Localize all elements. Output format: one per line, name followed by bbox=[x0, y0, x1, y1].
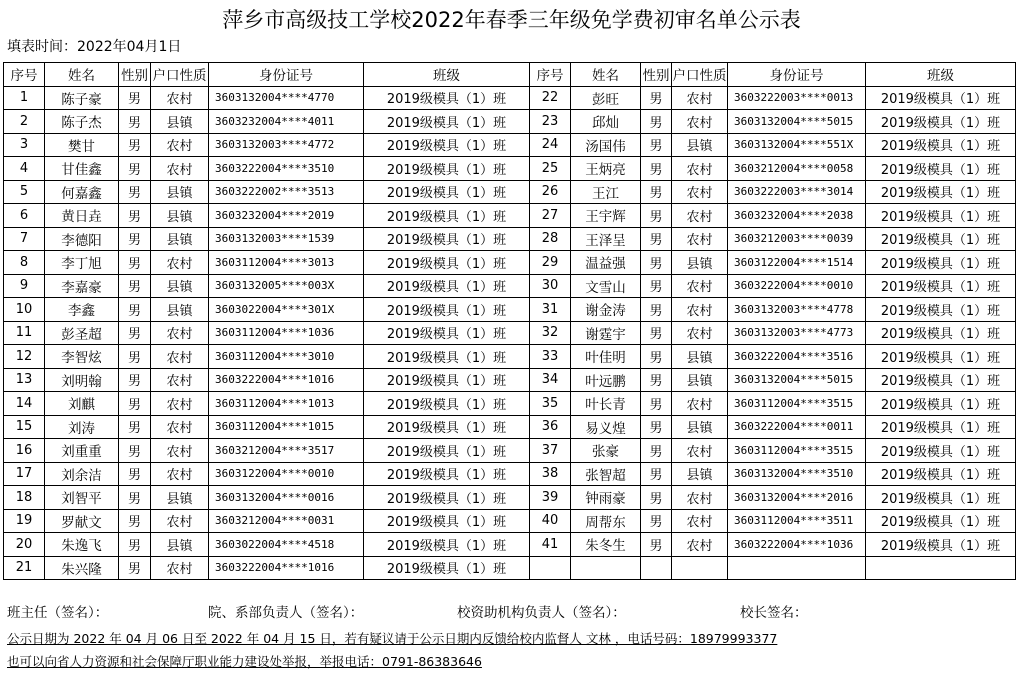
gender-cell: 男 bbox=[641, 509, 672, 533]
name-cell: 李鑫 bbox=[45, 298, 119, 322]
id-number-cell: 3603122004****0010 bbox=[209, 462, 364, 486]
seq-cell: 40 bbox=[530, 509, 571, 533]
id-number-cell: 3603112004****3515 bbox=[728, 392, 866, 416]
id-number-cell: 3603222004****1016 bbox=[209, 368, 364, 392]
page-title: 萍乡市高级技工学校2022年春季三年级免学费初审名单公示表 bbox=[222, 8, 801, 32]
seq-cell: 8 bbox=[4, 251, 45, 275]
seq-cell: 9 bbox=[4, 274, 45, 298]
household-cell: 县镇 bbox=[151, 180, 209, 204]
id-number-cell: 3603112004****3013 bbox=[209, 251, 364, 275]
header-cell: 序号 bbox=[4, 63, 45, 87]
id-number-cell: 3603112004****1036 bbox=[209, 321, 364, 345]
name-cell: 叶长青 bbox=[571, 392, 641, 416]
table-row bbox=[4, 533, 1016, 557]
household-cell: 农村 bbox=[151, 345, 209, 369]
table-row bbox=[4, 86, 1016, 110]
table-row bbox=[4, 274, 1016, 298]
table-row bbox=[4, 180, 1016, 204]
gender-cell: 男 bbox=[119, 180, 151, 204]
name-cell: 叶佳明 bbox=[571, 345, 641, 369]
seq-cell: 12 bbox=[4, 345, 45, 369]
name-cell: 谢金涛 bbox=[571, 298, 641, 322]
name-cell: 刘麒 bbox=[45, 392, 119, 416]
name-cell: 谢霆宇 bbox=[571, 321, 641, 345]
gender-cell: 男 bbox=[641, 180, 672, 204]
gender-cell: 男 bbox=[119, 321, 151, 345]
seq-cell bbox=[530, 556, 571, 580]
seq-cell: 37 bbox=[530, 439, 571, 463]
household-cell bbox=[672, 556, 728, 580]
household-cell: 县镇 bbox=[151, 486, 209, 510]
seq-cell: 16 bbox=[4, 439, 45, 463]
id-number-cell: 3603132003****4773 bbox=[728, 321, 866, 345]
household-cell: 农村 bbox=[672, 321, 728, 345]
class-cell: 2019级模具（1）班 bbox=[364, 392, 530, 416]
household-cell: 农村 bbox=[672, 227, 728, 251]
aid-office-signature: 校资助机构负责人（签名）： bbox=[457, 605, 626, 621]
class-cell: 2019级模具（1）班 bbox=[364, 439, 530, 463]
name-cell: 刘智平 bbox=[45, 486, 119, 510]
name-cell: 陈子豪 bbox=[45, 86, 119, 110]
class-cell: 2019级模具（1）班 bbox=[364, 533, 530, 557]
header-cell: 姓名 bbox=[45, 63, 119, 87]
name-cell: 罗献文 bbox=[45, 509, 119, 533]
class-cell: 2019级模具（1）班 bbox=[866, 180, 1016, 204]
gender-cell: 男 bbox=[641, 533, 672, 557]
gender-cell: 男 bbox=[641, 274, 672, 298]
gender-cell: 男 bbox=[119, 204, 151, 228]
class-cell: 2019级模具（1）班 bbox=[364, 321, 530, 345]
name-cell: 陈子杰 bbox=[45, 110, 119, 134]
header-cell: 班级 bbox=[364, 63, 530, 87]
seq-cell: 11 bbox=[4, 321, 45, 345]
household-cell: 农村 bbox=[672, 509, 728, 533]
id-number-cell: 3603222004****3510 bbox=[209, 157, 364, 181]
id-number-cell: 3603112004****1013 bbox=[209, 392, 364, 416]
name-cell: 朱兴隆 bbox=[45, 556, 119, 580]
table-row bbox=[4, 415, 1016, 439]
seq-cell: 31 bbox=[530, 298, 571, 322]
name-cell: 黄日垚 bbox=[45, 204, 119, 228]
name-cell: 刘重重 bbox=[45, 439, 119, 463]
id-number-cell: 3603112004****3010 bbox=[209, 345, 364, 369]
class-cell: 2019级模具（1）班 bbox=[364, 133, 530, 157]
id-number-cell: 3603232004****2019 bbox=[209, 204, 364, 228]
household-cell: 农村 bbox=[672, 298, 728, 322]
class-cell: 2019级模具（1）班 bbox=[866, 227, 1016, 251]
principal-signature: 校长签名： bbox=[740, 605, 808, 621]
name-cell: 朱逸飞 bbox=[45, 533, 119, 557]
fill-date: 填表时间：2022年04月1日 bbox=[7, 39, 182, 55]
name-cell: 甘佳鑫 bbox=[45, 157, 119, 181]
id-number-cell: 3603122004****1514 bbox=[728, 251, 866, 275]
id-number-cell: 3603132003****4772 bbox=[209, 133, 364, 157]
seq-cell: 4 bbox=[4, 157, 45, 181]
gender-cell: 男 bbox=[119, 368, 151, 392]
table-row bbox=[4, 439, 1016, 463]
id-number-cell bbox=[728, 556, 866, 580]
class-cell: 2019级模具（1）班 bbox=[364, 368, 530, 392]
name-cell: 刘明翰 bbox=[45, 368, 119, 392]
notice-line-2: 也可以向省人力资源和社会保障厅职业能力建设处举报，举报电话：0791-86383646 bbox=[7, 654, 482, 669]
gender-cell: 男 bbox=[119, 462, 151, 486]
name-cell: 何嘉鑫 bbox=[45, 180, 119, 204]
class-cell bbox=[866, 556, 1016, 580]
household-cell: 县镇 bbox=[672, 251, 728, 275]
gender-cell: 男 bbox=[641, 110, 672, 134]
table-row bbox=[4, 556, 1016, 580]
header-cell: 姓名 bbox=[571, 63, 641, 87]
seq-cell: 30 bbox=[530, 274, 571, 298]
header-cell: 性别 bbox=[119, 63, 151, 87]
gender-cell: 男 bbox=[641, 133, 672, 157]
name-cell: 张智超 bbox=[571, 462, 641, 486]
household-cell: 农村 bbox=[672, 274, 728, 298]
household-cell: 农村 bbox=[151, 368, 209, 392]
household-cell: 县镇 bbox=[672, 368, 728, 392]
seq-cell: 19 bbox=[4, 509, 45, 533]
gender-cell: 男 bbox=[119, 486, 151, 510]
id-number-cell: 3603212004****0058 bbox=[728, 157, 866, 181]
household-cell: 农村 bbox=[672, 86, 728, 110]
class-cell: 2019级模具（1）班 bbox=[364, 251, 530, 275]
seq-cell: 34 bbox=[530, 368, 571, 392]
id-number-cell: 3603222004****0010 bbox=[728, 274, 866, 298]
name-cell: 温益强 bbox=[571, 251, 641, 275]
class-cell: 2019级模具（1）班 bbox=[866, 462, 1016, 486]
class-cell: 2019级模具（1）班 bbox=[866, 86, 1016, 110]
name-cell: 易义煌 bbox=[571, 415, 641, 439]
household-cell: 县镇 bbox=[151, 227, 209, 251]
class-cell: 2019级模具（1）班 bbox=[364, 298, 530, 322]
id-number-cell: 3603132004****4770 bbox=[209, 86, 364, 110]
name-cell: 叶远鹏 bbox=[571, 368, 641, 392]
name-cell: 王炳亮 bbox=[571, 157, 641, 181]
seq-cell: 1 bbox=[4, 86, 45, 110]
household-cell: 农村 bbox=[672, 110, 728, 134]
table-row bbox=[4, 462, 1016, 486]
name-cell: 李嘉豪 bbox=[45, 274, 119, 298]
id-number-cell: 3603022004****4518 bbox=[209, 533, 364, 557]
seq-cell: 25 bbox=[530, 157, 571, 181]
table-row bbox=[4, 298, 1016, 322]
class-cell: 2019级模具（1）班 bbox=[866, 486, 1016, 510]
seq-cell: 2 bbox=[4, 110, 45, 134]
household-cell: 县镇 bbox=[672, 415, 728, 439]
class-cell: 2019级模具（1）班 bbox=[364, 227, 530, 251]
id-number-cell: 3603212004****3517 bbox=[209, 439, 364, 463]
gender-cell: 男 bbox=[119, 251, 151, 275]
gender-cell: 男 bbox=[119, 556, 151, 580]
gender-cell: 男 bbox=[119, 274, 151, 298]
household-cell: 农村 bbox=[151, 321, 209, 345]
class-cell: 2019级模具（1）班 bbox=[866, 368, 1016, 392]
table-header-row bbox=[4, 63, 1016, 87]
class-cell: 2019级模具（1）班 bbox=[866, 251, 1016, 275]
gender-cell: 男 bbox=[641, 251, 672, 275]
gender-cell: 男 bbox=[119, 533, 151, 557]
class-cell: 2019级模具（1）班 bbox=[866, 392, 1016, 416]
household-cell: 农村 bbox=[151, 251, 209, 275]
id-number-cell: 3603132004****551X bbox=[728, 133, 866, 157]
gender-cell: 男 bbox=[641, 415, 672, 439]
class-cell: 2019级模具（1）班 bbox=[866, 439, 1016, 463]
seq-cell: 32 bbox=[530, 321, 571, 345]
gender-cell bbox=[641, 556, 672, 580]
table-row bbox=[4, 133, 1016, 157]
seq-cell: 28 bbox=[530, 227, 571, 251]
seq-cell: 26 bbox=[530, 180, 571, 204]
household-cell: 县镇 bbox=[672, 462, 728, 486]
name-cell: 李智炫 bbox=[45, 345, 119, 369]
class-cell: 2019级模具（1）班 bbox=[364, 157, 530, 181]
id-number-cell: 3603222004****3516 bbox=[728, 345, 866, 369]
seq-cell: 5 bbox=[4, 180, 45, 204]
header-cell: 身份证号 bbox=[209, 63, 364, 87]
seq-cell: 35 bbox=[530, 392, 571, 416]
table-row bbox=[4, 345, 1016, 369]
household-cell: 县镇 bbox=[151, 274, 209, 298]
seq-cell: 17 bbox=[4, 462, 45, 486]
id-number-cell: 3603132003****1539 bbox=[209, 227, 364, 251]
id-number-cell: 3603132004****3510 bbox=[728, 462, 866, 486]
gender-cell: 男 bbox=[119, 157, 151, 181]
household-cell: 农村 bbox=[151, 439, 209, 463]
header-cell: 性别 bbox=[641, 63, 672, 87]
class-cell: 2019级模具（1）班 bbox=[364, 415, 530, 439]
gender-cell: 男 bbox=[641, 486, 672, 510]
class-cell: 2019级模具（1）班 bbox=[866, 509, 1016, 533]
id-number-cell: 3603132004****5015 bbox=[728, 368, 866, 392]
seq-cell: 20 bbox=[4, 533, 45, 557]
notice-line-1: 公示日期为 2022 年 04 月 06 日至 2022 年 04 月 15 日，若有疑议请于公示日期内反馈给校内监督人 文林 ，电话号码：18979993377 bbox=[7, 631, 778, 646]
gender-cell: 男 bbox=[119, 392, 151, 416]
name-cell bbox=[571, 556, 641, 580]
id-number-cell: 3603212003****0039 bbox=[728, 227, 866, 251]
id-number-cell: 3603222003****3014 bbox=[728, 180, 866, 204]
gender-cell: 男 bbox=[641, 439, 672, 463]
table-row bbox=[4, 321, 1016, 345]
id-number-cell: 3603022004****301X bbox=[209, 298, 364, 322]
seq-cell: 7 bbox=[4, 227, 45, 251]
name-cell: 李德阳 bbox=[45, 227, 119, 251]
household-cell: 农村 bbox=[151, 86, 209, 110]
id-number-cell: 3603132005****003X bbox=[209, 274, 364, 298]
household-cell: 农村 bbox=[672, 392, 728, 416]
class-cell: 2019级模具（1）班 bbox=[866, 415, 1016, 439]
gender-cell: 男 bbox=[641, 345, 672, 369]
gender-cell: 男 bbox=[641, 462, 672, 486]
name-cell: 汤国伟 bbox=[571, 133, 641, 157]
class-cell: 2019级模具（1）班 bbox=[866, 321, 1016, 345]
id-number-cell: 3603222004****1016 bbox=[209, 556, 364, 580]
seq-cell: 39 bbox=[530, 486, 571, 510]
class-cell: 2019级模具（1）班 bbox=[866, 157, 1016, 181]
name-cell: 王宇辉 bbox=[571, 204, 641, 228]
seq-cell: 22 bbox=[530, 86, 571, 110]
dept-head-signature: 院、系部负责人（签名）： bbox=[208, 605, 364, 621]
household-cell: 农村 bbox=[151, 509, 209, 533]
table-row bbox=[4, 251, 1016, 275]
id-number-cell: 3603222004****0011 bbox=[728, 415, 866, 439]
class-cell: 2019级模具（1）班 bbox=[364, 486, 530, 510]
table-row bbox=[4, 157, 1016, 181]
seq-cell: 21 bbox=[4, 556, 45, 580]
gender-cell: 男 bbox=[119, 298, 151, 322]
seq-cell: 38 bbox=[530, 462, 571, 486]
id-number-cell: 3603112004****1015 bbox=[209, 415, 364, 439]
class-cell: 2019级模具（1）班 bbox=[866, 298, 1016, 322]
gender-cell: 男 bbox=[119, 110, 151, 134]
seq-cell: 24 bbox=[530, 133, 571, 157]
household-cell: 农村 bbox=[672, 204, 728, 228]
household-cell: 县镇 bbox=[151, 298, 209, 322]
header-cell: 身份证号 bbox=[728, 63, 866, 87]
class-cell: 2019级模具（1）班 bbox=[866, 533, 1016, 557]
class-cell: 2019级模具（1）班 bbox=[364, 86, 530, 110]
class-cell: 2019级模具（1）班 bbox=[364, 462, 530, 486]
class-cell: 2019级模具（1）班 bbox=[866, 345, 1016, 369]
gender-cell: 男 bbox=[641, 298, 672, 322]
gender-cell: 男 bbox=[641, 368, 672, 392]
name-cell: 王江 bbox=[571, 180, 641, 204]
head-teacher-signature: 班主任（签名）： bbox=[7, 605, 109, 621]
id-number-cell: 3603132004****2016 bbox=[728, 486, 866, 510]
household-cell: 农村 bbox=[151, 157, 209, 181]
id-number-cell: 3603222003****0013 bbox=[728, 86, 866, 110]
gender-cell: 男 bbox=[641, 157, 672, 181]
name-cell: 周帮东 bbox=[571, 509, 641, 533]
name-cell: 文雪山 bbox=[571, 274, 641, 298]
household-cell: 农村 bbox=[151, 392, 209, 416]
name-cell: 张豪 bbox=[571, 439, 641, 463]
name-cell: 钟雨豪 bbox=[571, 486, 641, 510]
name-cell: 刘涛 bbox=[45, 415, 119, 439]
gender-cell: 男 bbox=[119, 439, 151, 463]
name-cell: 樊甘 bbox=[45, 133, 119, 157]
table-row bbox=[4, 110, 1016, 134]
name-cell: 李丁旭 bbox=[45, 251, 119, 275]
seq-cell: 29 bbox=[530, 251, 571, 275]
name-cell: 朱冬生 bbox=[571, 533, 641, 557]
gender-cell: 男 bbox=[119, 86, 151, 110]
table-row bbox=[4, 392, 1016, 416]
class-cell: 2019级模具（1）班 bbox=[866, 274, 1016, 298]
gender-cell: 男 bbox=[119, 345, 151, 369]
seq-cell: 41 bbox=[530, 533, 571, 557]
gender-cell: 男 bbox=[119, 227, 151, 251]
class-cell: 2019级模具（1）班 bbox=[364, 556, 530, 580]
household-cell: 县镇 bbox=[151, 533, 209, 557]
name-cell: 彭旺 bbox=[571, 86, 641, 110]
seq-cell: 15 bbox=[4, 415, 45, 439]
class-cell: 2019级模具（1）班 bbox=[866, 204, 1016, 228]
class-cell: 2019级模具（1）班 bbox=[364, 110, 530, 134]
id-number-cell: 3603132003****4778 bbox=[728, 298, 866, 322]
class-cell: 2019级模具（1）班 bbox=[364, 509, 530, 533]
header-cell: 序号 bbox=[530, 63, 571, 87]
household-cell: 农村 bbox=[672, 180, 728, 204]
seq-cell: 14 bbox=[4, 392, 45, 416]
seq-cell: 10 bbox=[4, 298, 45, 322]
gender-cell: 男 bbox=[641, 204, 672, 228]
class-cell: 2019级模具（1）班 bbox=[866, 110, 1016, 134]
id-number-cell: 3603112004****3511 bbox=[728, 509, 866, 533]
household-cell: 农村 bbox=[151, 133, 209, 157]
id-number-cell: 3603232004****2038 bbox=[728, 204, 866, 228]
class-cell: 2019级模具（1）班 bbox=[364, 274, 530, 298]
table-row bbox=[4, 227, 1016, 251]
header-cell: 班级 bbox=[866, 63, 1016, 87]
seq-cell: 6 bbox=[4, 204, 45, 228]
gender-cell: 男 bbox=[641, 86, 672, 110]
name-cell: 邱灿 bbox=[571, 110, 641, 134]
class-cell: 2019级模具（1）班 bbox=[364, 204, 530, 228]
class-cell: 2019级模具（1）班 bbox=[866, 133, 1016, 157]
gender-cell: 男 bbox=[641, 321, 672, 345]
id-number-cell: 3603132004****5015 bbox=[728, 110, 866, 134]
seq-cell: 13 bbox=[4, 368, 45, 392]
household-cell: 农村 bbox=[672, 439, 728, 463]
name-cell: 刘余洁 bbox=[45, 462, 119, 486]
id-number-cell: 3603112004****3515 bbox=[728, 439, 866, 463]
household-cell: 农村 bbox=[672, 486, 728, 510]
seq-cell: 3 bbox=[4, 133, 45, 157]
table-row bbox=[4, 368, 1016, 392]
household-cell: 县镇 bbox=[151, 204, 209, 228]
class-cell: 2019级模具（1）班 bbox=[364, 180, 530, 204]
id-number-cell: 3603222002****3513 bbox=[209, 180, 364, 204]
seq-cell: 27 bbox=[530, 204, 571, 228]
student-table bbox=[3, 62, 1016, 580]
household-cell: 农村 bbox=[672, 157, 728, 181]
seq-cell: 23 bbox=[530, 110, 571, 134]
id-number-cell: 3603222004****1036 bbox=[728, 533, 866, 557]
household-cell: 县镇 bbox=[672, 345, 728, 369]
gender-cell: 男 bbox=[641, 227, 672, 251]
household-cell: 县镇 bbox=[151, 110, 209, 134]
seq-cell: 18 bbox=[4, 486, 45, 510]
seq-cell: 33 bbox=[530, 345, 571, 369]
table-row bbox=[4, 204, 1016, 228]
id-number-cell: 3603132004****0016 bbox=[209, 486, 364, 510]
gender-cell: 男 bbox=[641, 392, 672, 416]
gender-cell: 男 bbox=[119, 133, 151, 157]
household-cell: 农村 bbox=[151, 556, 209, 580]
table-row bbox=[4, 509, 1016, 533]
header-cell: 户口性质 bbox=[672, 63, 728, 87]
gender-cell: 男 bbox=[119, 415, 151, 439]
id-number-cell: 3603212004****0031 bbox=[209, 509, 364, 533]
class-cell: 2019级模具（1）班 bbox=[364, 345, 530, 369]
household-cell: 农村 bbox=[151, 415, 209, 439]
table-row bbox=[4, 486, 1016, 510]
household-cell: 农村 bbox=[672, 533, 728, 557]
name-cell: 王泽呈 bbox=[571, 227, 641, 251]
seq-cell: 36 bbox=[530, 415, 571, 439]
gender-cell: 男 bbox=[119, 509, 151, 533]
id-number-cell: 3603232004****4011 bbox=[209, 110, 364, 134]
header-cell: 户口性质 bbox=[151, 63, 209, 87]
household-cell: 县镇 bbox=[672, 133, 728, 157]
name-cell: 彭圣超 bbox=[45, 321, 119, 345]
household-cell: 农村 bbox=[151, 462, 209, 486]
